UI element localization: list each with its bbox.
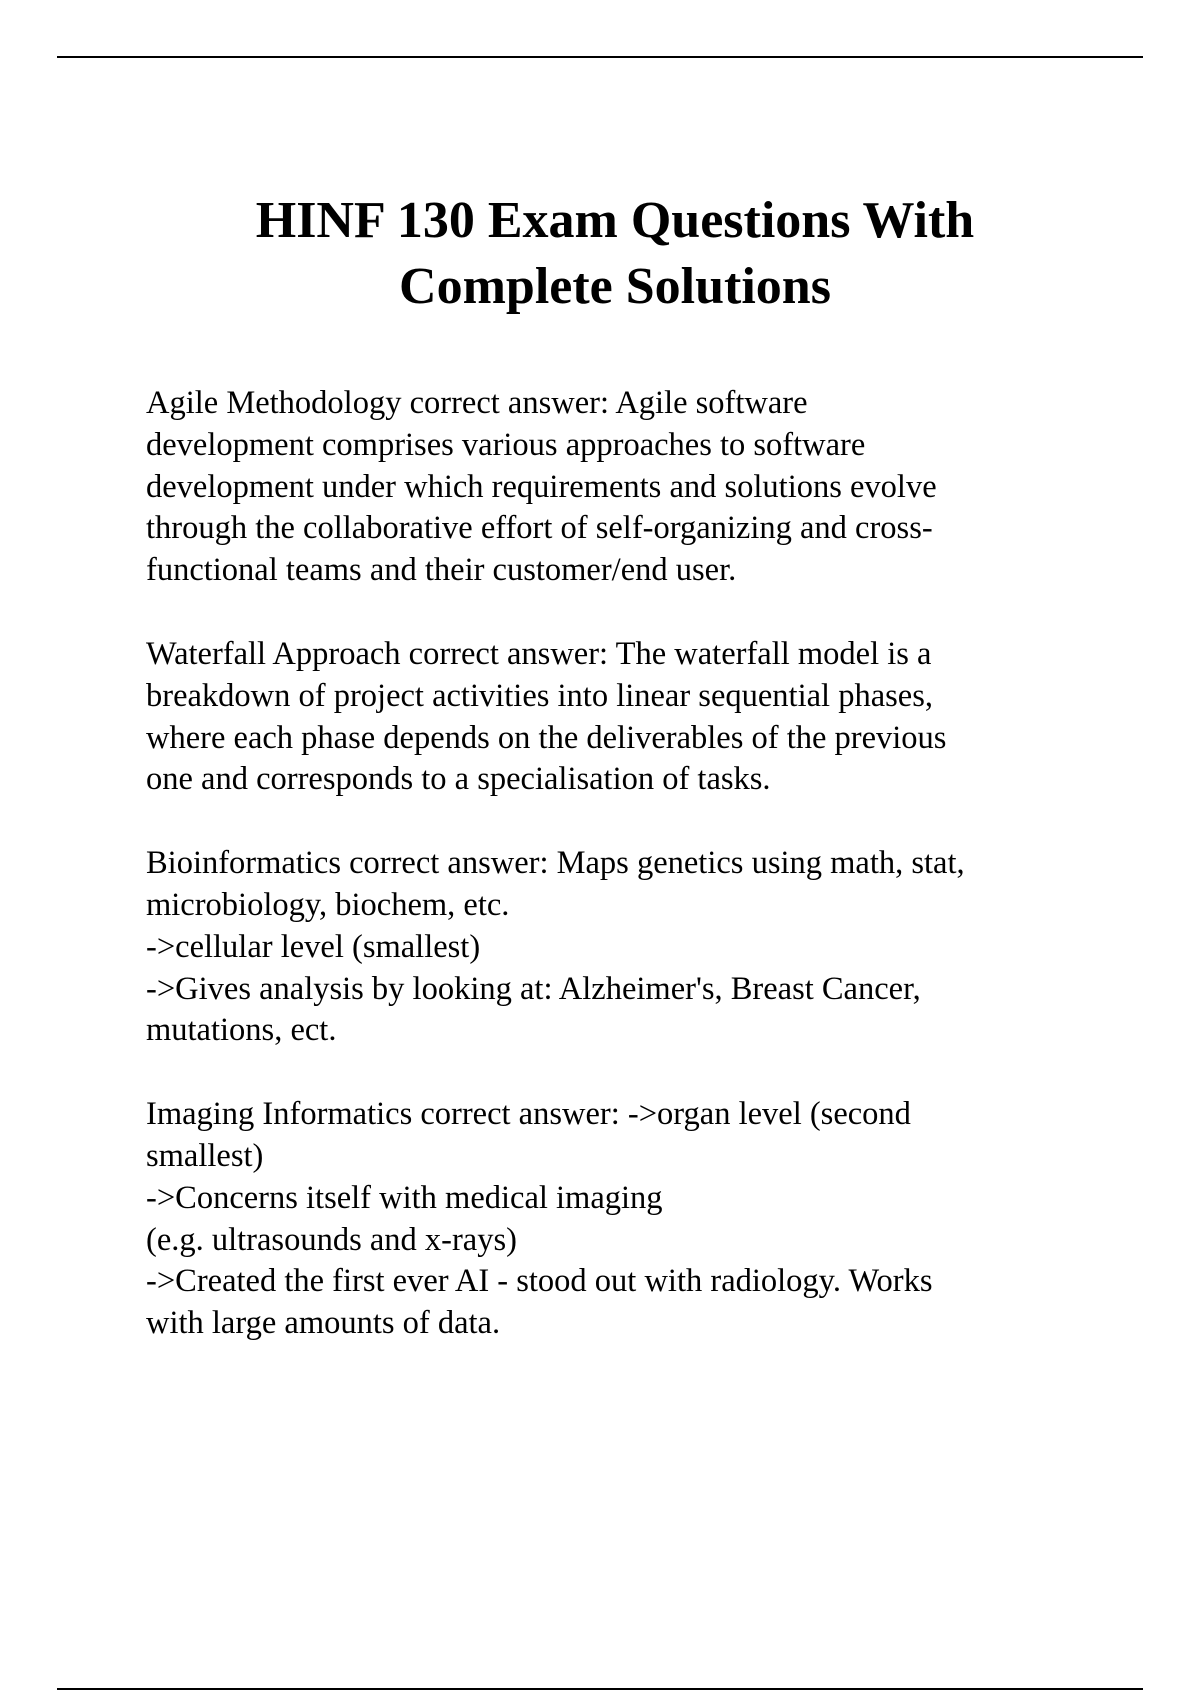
entry-line: Agile Methodology correct answer: Agile software bbox=[146, 385, 808, 421]
entry-imaging-informatics bbox=[146, 1094, 1076, 1345]
entry-line: smallest) bbox=[146, 1137, 264, 1174]
entry-line: Bioinformatics correct answer: Maps genetics using math, stat, bbox=[146, 845, 965, 882]
entry-line: ->cellular level (smallest) bbox=[146, 928, 481, 965]
entry-line: breakdown of project activities into linear sequential phases, bbox=[146, 677, 933, 714]
entry-line: ->Concerns itself with medical imaging bbox=[146, 1179, 663, 1216]
page-title bbox=[150, 188, 1080, 320]
top-divider bbox=[57, 56, 1143, 58]
title-line: Complete Solutions bbox=[399, 258, 831, 315]
bottom-divider bbox=[57, 1688, 1143, 1690]
entry-line: one and corresponds to a specialisation of tasks. bbox=[146, 761, 771, 798]
entry-line: microbiology, biochem, etc. bbox=[146, 886, 510, 923]
entry-line: where each phase depends on the deliverables of the previous bbox=[146, 719, 947, 756]
entry-waterfall-approach bbox=[146, 634, 1076, 801]
entry-line: Waterfall Approach correct answer: The waterfall model is a bbox=[146, 635, 932, 672]
entry-line: mutations, ect. bbox=[146, 1012, 337, 1049]
entry-line: development under which requirements and solutions evolve bbox=[146, 468, 937, 505]
entry-agile-methodology bbox=[146, 383, 1076, 592]
title-line: HINF 130 Exam Questions With bbox=[255, 192, 975, 249]
entry-line: Imaging Informatics correct answer: ->organ level (second bbox=[146, 1096, 911, 1133]
entry-line: with large amounts of data. bbox=[146, 1305, 501, 1342]
document-body bbox=[146, 383, 1076, 1387]
entry-line: ->Gives analysis by looking at: Alzheimer's, Breast Cancer, bbox=[146, 970, 921, 1007]
entry-line: (e.g. ultrasounds and x-rays) bbox=[146, 1221, 517, 1258]
entry-line: development comprises various approaches to software bbox=[146, 426, 866, 463]
entry-line: through the collaborative effort of self-organizing and cross- bbox=[146, 510, 933, 547]
entry-line: ->Created the first ever AI - stood out with radiology. Works bbox=[146, 1263, 933, 1300]
entry-bioinformatics bbox=[146, 843, 1076, 1052]
entry-line: functional teams and their customer/end user. bbox=[146, 552, 737, 589]
